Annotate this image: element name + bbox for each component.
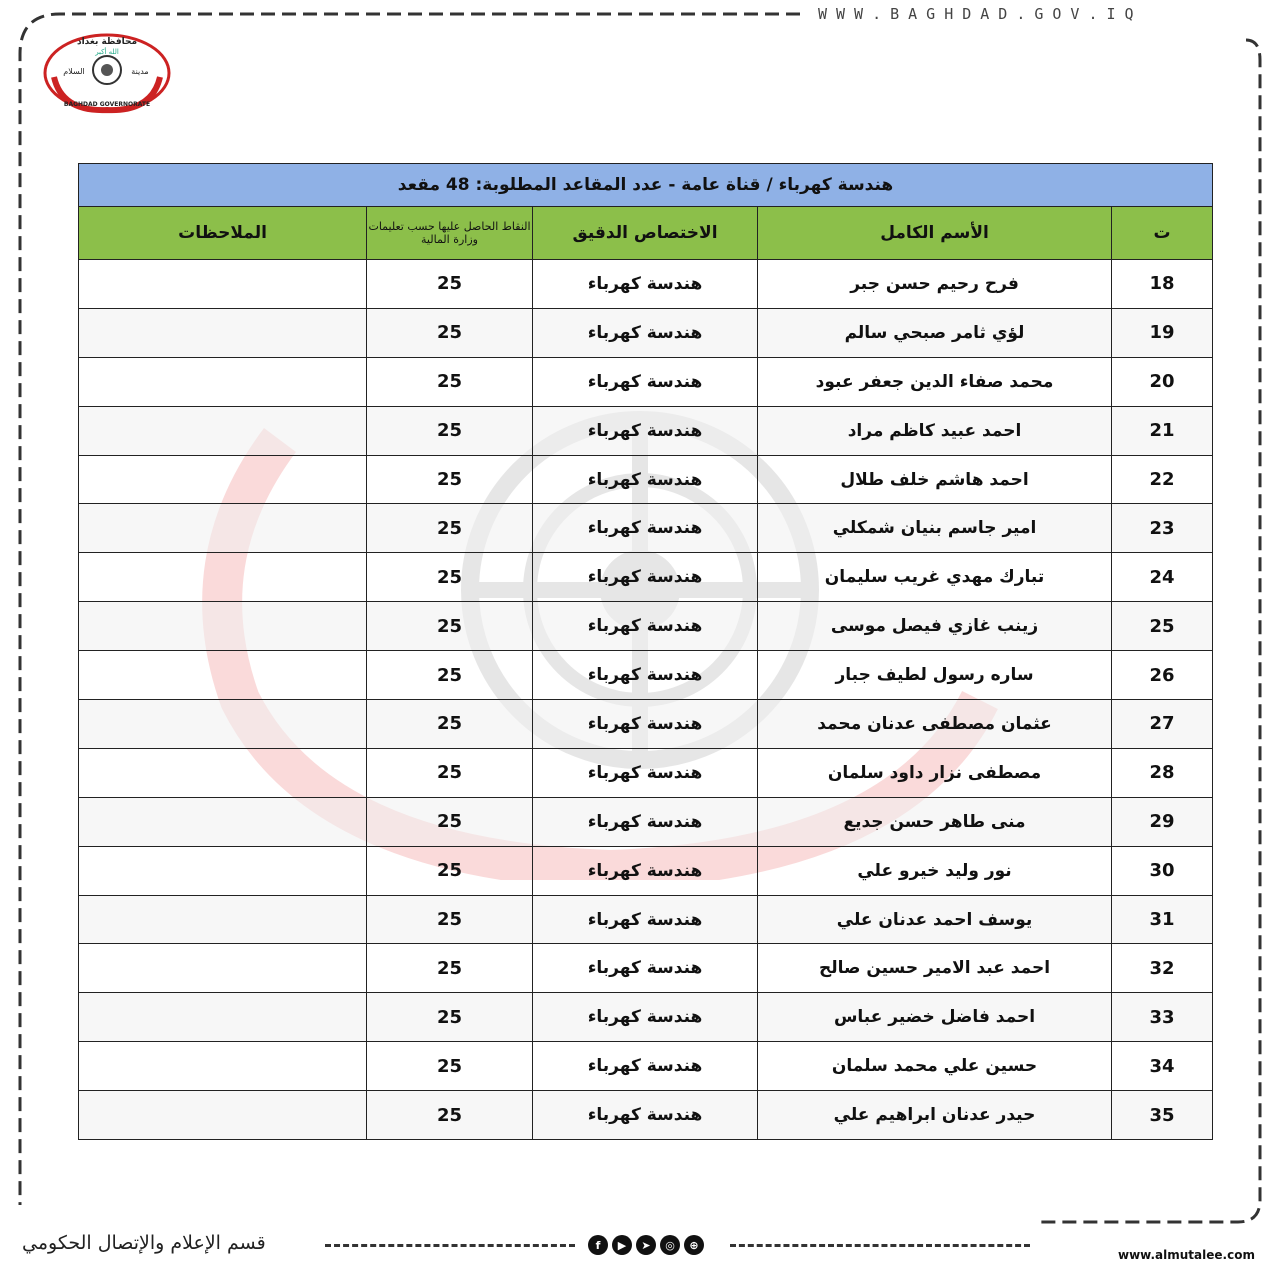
row-name: فرح رحيم حسن جبر [758,260,1112,309]
row-points: 25 [367,748,533,797]
row-specialty: هندسة كهرباء [533,553,758,602]
row-specialty: هندسة كهرباء [533,260,758,309]
row-name: محمد صفاء الدين جعفر عبود [758,357,1112,406]
row-name: احمد فاضل خضير عباس [758,993,1112,1042]
row-notes [79,993,367,1042]
row-notes [79,895,367,944]
row-notes [79,700,367,749]
row-specialty: هندسة كهرباء [533,748,758,797]
row-notes [79,602,367,651]
row-seq: 35 [1112,1091,1213,1140]
row-notes [79,455,367,504]
footer-divider-right [730,1244,1030,1247]
row-points: 25 [367,651,533,700]
row-specialty: هندسة كهرباء [533,846,758,895]
row-seq: 34 [1112,1042,1213,1091]
telegram-icon[interactable]: ➤ [636,1235,656,1255]
column-header-specialty: الاختصاص الدقيق [533,207,758,260]
column-header-points: النقاط الحاصل عليها حسب تعليمات وزارة المالية [367,207,533,260]
row-points: 25 [367,944,533,993]
web-icon[interactable]: ⊕ [684,1235,704,1255]
row-name: حيدر عدنان ابراهيم علي [758,1091,1112,1140]
column-header-notes: الملاحظات [79,207,367,260]
row-specialty: هندسة كهرباء [533,357,758,406]
row-name: احمد هاشم خلف طلال [758,455,1112,504]
row-name: احمد عبد الامير حسين صالح [758,944,1112,993]
row-seq: 18 [1112,260,1213,309]
row-notes [79,846,367,895]
row-notes [79,553,367,602]
row-specialty: هندسة كهرباء [533,1042,758,1091]
row-notes [79,1091,367,1140]
footer-divider-left [325,1244,575,1247]
svg-text:السلام: السلام [63,67,85,76]
row-points: 25 [367,602,533,651]
row-points: 25 [367,1091,533,1140]
row-specialty: هندسة كهرباء [533,602,758,651]
results-table [78,163,1213,1140]
row-points: 25 [367,895,533,944]
row-name: يوسف احمد عدنان علي [758,895,1112,944]
row-notes [79,651,367,700]
table-row [79,944,1213,993]
row-seq: 31 [1112,895,1213,944]
row-notes [79,944,367,993]
row-points: 25 [367,357,533,406]
row-notes [79,260,367,309]
row-seq: 33 [1112,993,1213,1042]
table-row [79,455,1213,504]
svg-text:BAGHDAD GOVERNORATE: BAGHDAD GOVERNORATE [63,101,151,108]
svg-text:الله أكبر: الله أكبر [95,48,119,56]
row-seq: 22 [1112,455,1213,504]
instagram-icon[interactable]: ◎ [660,1235,680,1255]
table-row [79,308,1213,357]
row-seq: 29 [1112,797,1213,846]
row-points: 25 [367,1042,533,1091]
row-name: عثمان مصطفى عدنان محمد [758,700,1112,749]
table-row [79,1091,1213,1140]
row-name: زينب غازي فيصل موسى [758,602,1112,651]
row-seq: 19 [1112,308,1213,357]
row-specialty: هندسة كهرباء [533,651,758,700]
table-row [79,700,1213,749]
row-name: مصطفى نزار داود سلمان [758,748,1112,797]
row-name: ساره رسول لطيف جبار [758,651,1112,700]
row-seq: 25 [1112,602,1213,651]
credit-url[interactable]: www.almutalee.com [1118,1248,1255,1262]
row-notes [79,357,367,406]
row-seq: 32 [1112,944,1213,993]
table-row [79,846,1213,895]
row-notes [79,748,367,797]
column-header-seq: ت [1112,207,1213,260]
table-row [79,748,1213,797]
facebook-icon[interactable]: f [588,1235,608,1255]
row-seq: 24 [1112,553,1213,602]
row-name: نور وليد خيرو علي [758,846,1112,895]
row-notes [79,504,367,553]
row-seq: 30 [1112,846,1213,895]
row-specialty: هندسة كهرباء [533,1091,758,1140]
table-row [79,895,1213,944]
table-title: هندسة كهرباء / قناة عامة - عدد المقاعد المطلوبة: 48 مقعد [79,164,1213,207]
table-row [79,260,1213,309]
social-icons [588,1235,704,1255]
row-seq: 21 [1112,406,1213,455]
row-points: 25 [367,504,533,553]
row-specialty: هندسة كهرباء [533,700,758,749]
table-row [79,1042,1213,1091]
row-specialty: هندسة كهرباء [533,797,758,846]
row-notes [79,406,367,455]
row-name: حسين علي محمد سلمان [758,1042,1112,1091]
website-url[interactable]: WWW.BAGHDAD.GOV.IQ [818,5,1143,23]
row-name: منى طاهر حسن جديع [758,797,1112,846]
row-seq: 28 [1112,748,1213,797]
svg-text:مدينة: مدينة [131,67,149,76]
row-points: 25 [367,700,533,749]
row-points: 25 [367,260,533,309]
row-notes [79,308,367,357]
row-seq: 27 [1112,700,1213,749]
row-points: 25 [367,797,533,846]
row-notes [79,1042,367,1091]
row-name: تبارك مهدي غريب سليمان [758,553,1112,602]
youtube-icon[interactable]: ▶ [612,1235,632,1255]
row-points: 25 [367,455,533,504]
row-points: 25 [367,406,533,455]
svg-text:محافظة بغداد: محافظة بغداد [76,37,138,47]
table-row [79,406,1213,455]
table-row [79,553,1213,602]
row-specialty: هندسة كهرباء [533,504,758,553]
column-header-name: الأسم الكامل [758,207,1112,260]
row-notes [79,797,367,846]
row-specialty: هندسة كهرباء [533,944,758,993]
row-points: 25 [367,846,533,895]
row-specialty: هندسة كهرباء [533,308,758,357]
row-specialty: هندسة كهرباء [533,455,758,504]
row-seq: 23 [1112,504,1213,553]
table-row [79,357,1213,406]
row-points: 25 [367,308,533,357]
row-specialty: هندسة كهرباء [533,406,758,455]
table-row [79,797,1213,846]
baghdad-governorate-logo [42,32,172,114]
row-specialty: هندسة كهرباء [533,993,758,1042]
table-row [79,651,1213,700]
row-seq: 20 [1112,357,1213,406]
row-points: 25 [367,553,533,602]
table-row [79,602,1213,651]
row-name: احمد عبيد كاظم مراد [758,406,1112,455]
row-name: لؤي ثامر صبحي سالم [758,308,1112,357]
row-seq: 26 [1112,651,1213,700]
row-specialty: هندسة كهرباء [533,895,758,944]
table-row [79,993,1213,1042]
row-points: 25 [367,993,533,1042]
table-row [79,504,1213,553]
row-name: امير جاسم بنيان شمكلي [758,504,1112,553]
department-footer: قسم الإعلام والإتصال الحكومي [22,1232,266,1254]
